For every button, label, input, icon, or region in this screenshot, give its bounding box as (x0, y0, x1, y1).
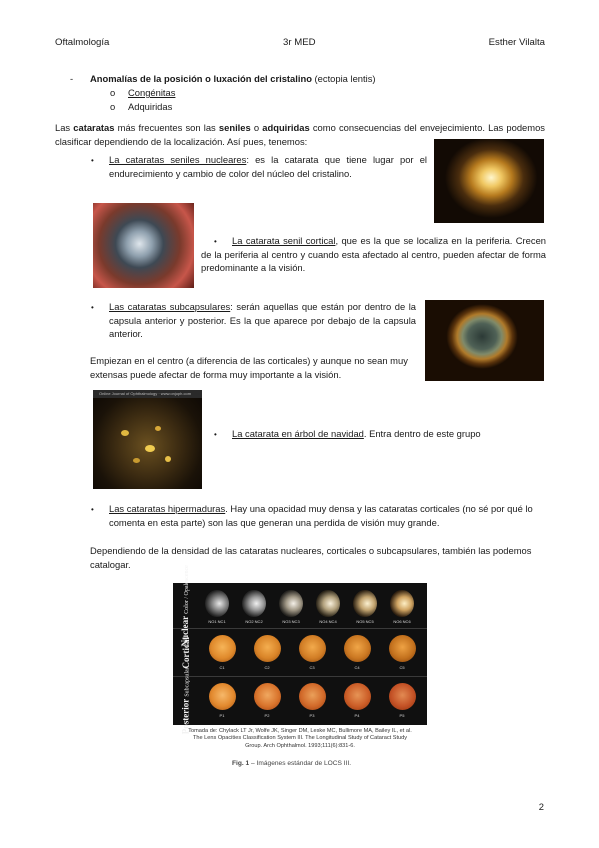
figure-row-label-nuclear: Nuclear Color / Opalescence (180, 565, 191, 647)
cortical-grade-label: C2 (264, 665, 270, 670)
item-christmas: La catarata en árbol de navidad. Entra dentro de este grupo (232, 428, 481, 439)
posterior-grade-label: P1 (219, 713, 225, 718)
nuclear-grade-label: NO5 NC5 (356, 619, 374, 624)
figure-caption: Fig. 1 – Imágenes estándar de LOCS III. (232, 760, 352, 767)
ectopia-title: Anomalías de la posición o luxación del cristalino (90, 73, 312, 84)
item-cortical-title: La catarata senil cortical (232, 235, 336, 246)
locs-figure (173, 565, 427, 735)
sub-bullet: o (110, 101, 116, 112)
cortical-grade-label: C5 (399, 665, 405, 670)
item-christmas-title: La catarata en árbol de navidad (232, 428, 364, 439)
item-subcapsular-title: Las cataratas subcapsulares (109, 301, 231, 312)
ectopia-item-adquiridas: Adquiridas (128, 101, 173, 112)
christmas-tree-cataract-photo (93, 390, 202, 489)
posterior-grade-image (254, 683, 281, 710)
crystal-speck (133, 458, 140, 463)
page-number: 2 (538, 801, 544, 812)
header-left: Oftalmología (55, 37, 110, 48)
bullet: • (91, 505, 94, 514)
posterior-grade-image (299, 683, 326, 710)
item-hypermature-title: Las cataratas hipermaduras (109, 503, 226, 514)
nuclear-grade-image (205, 590, 229, 617)
cortical-grade-image (299, 635, 326, 662)
posterior-grade-label: P3 (309, 713, 315, 718)
cortical-grade-image (344, 635, 371, 662)
bullet: • (91, 156, 94, 165)
nuclear-grade-image (390, 590, 414, 617)
nuclear-grade-label: NO3 NC3 (282, 619, 300, 624)
header-center: 3r MED (283, 37, 316, 48)
subcapsular-extra: Empiezan en el centro (a diferencia de las corticales) y aunque no sean muy extensas puede afectar de forma muy importante a la visión. (90, 355, 408, 380)
crystal-speck (145, 445, 155, 452)
photo-watermark: Online Journal of Ophthalmology · www.onjoph.com (93, 390, 202, 398)
header-right: Esther Vilalta (488, 37, 545, 48)
nuclear-grade-label: NO1 NC1 (208, 619, 226, 624)
cortical-grade-image (209, 635, 236, 662)
ectopia-item-congenitas: Congénitas (128, 87, 176, 98)
sub-bullet: o (110, 87, 116, 98)
crystal-speck (165, 456, 171, 462)
list-dash: - (70, 73, 74, 84)
item-nuclear-title: La cataratas seniles nucleares (109, 154, 247, 165)
posterior-grade-image (209, 683, 236, 710)
posterior-grade-label: P2 (264, 713, 270, 718)
figure-row-label-cortical: Cortical (181, 636, 192, 669)
item-hypermature: Las cataratas hipermaduras. Hay una opacidad muy densa y las cataratas corticales (no sé por qué lo comenta en esta parte) son las que generan una perdida de visión muy grande. (109, 503, 533, 528)
nuclear-grade-label: NO2 NC2 (245, 619, 263, 624)
density-paragraph: Dependiendo de la densidad de las cataratas nucleares, corticales o subcapsulares, también las podemos catalogar. (90, 545, 532, 570)
figure-divider (173, 628, 427, 629)
item-cortical: La catarata senil cortical, que es la que se localiza en la periferia. Crecen de la periferia al centro y cuando esta afectado al centro, pueden afectar de forma predominante a la visión. (201, 235, 546, 274)
figure-source: Tomada de: Chylack LT Jr, Wolfe JK, Singer DM, Leske MC, Bullimore MA, Bailey IL, et al. The Lens Opacities Classification System III. The Longitudinal Study of Cataract Study Group. Arch Ophthalmol. 1993;111(6):831-6. (188, 728, 412, 749)
posterior-grade-image (389, 683, 416, 710)
nuclear-grade-image (279, 590, 303, 617)
item-subcapsular: Las cataratas subcapsulares: serán aquellas que están por dentro de la capsula anterior y posterior. Es la que aparece por debajo de la capsula anterior. (109, 301, 417, 340)
figure-divider (173, 676, 427, 677)
cortical-grade-image (389, 635, 416, 662)
bullet: • (91, 303, 94, 312)
cortical-grade-image (254, 635, 281, 662)
nuclear-grade-image (353, 590, 377, 617)
nuclear-grade-label: NO6 NC6 (393, 619, 411, 624)
crystal-speck (121, 430, 129, 436)
bullet: • (214, 237, 217, 246)
cortical-cataract-photo (93, 203, 194, 288)
nuclear-grade-label: NO4 NC4 (319, 619, 337, 624)
cortical-grade-label: C4 (354, 665, 360, 670)
posterior-grade-label: P4 (354, 713, 360, 718)
item-nuclear: La cataratas seniles nucleares: es la catarata que tiene lugar por el endurecimiento y cambio de color del núcleo del cristalino. (109, 154, 427, 179)
crystal-speck (155, 426, 161, 431)
bullet: • (214, 430, 217, 439)
nuclear-grade-image (242, 590, 266, 617)
nuclear-grade-image (316, 590, 340, 617)
intro-paragraph: Las cataratas más frecuentes son las seniles o adquiridas como consecuencias del envejecimiento. Las podemos clasificar dependiendo de la localización. Así pues, tenemos: (55, 122, 545, 147)
cortical-grade-label: C3 (309, 665, 315, 670)
figure-row-label-posterior: Posterior Subcapsular (180, 667, 191, 735)
ectopia-heading (90, 72, 376, 86)
posterior-grade-label: P5 (399, 713, 405, 718)
posterior-grade-image (344, 683, 371, 710)
cortical-grade-label: C1 (219, 665, 225, 670)
ectopia-paren: (ectopia lentis) (311, 73, 376, 84)
figure-caption-label: Fig. 1 (232, 760, 250, 767)
subcapsular-cataract-photo (425, 300, 544, 381)
nuclear-cataract-photo (434, 139, 544, 223)
